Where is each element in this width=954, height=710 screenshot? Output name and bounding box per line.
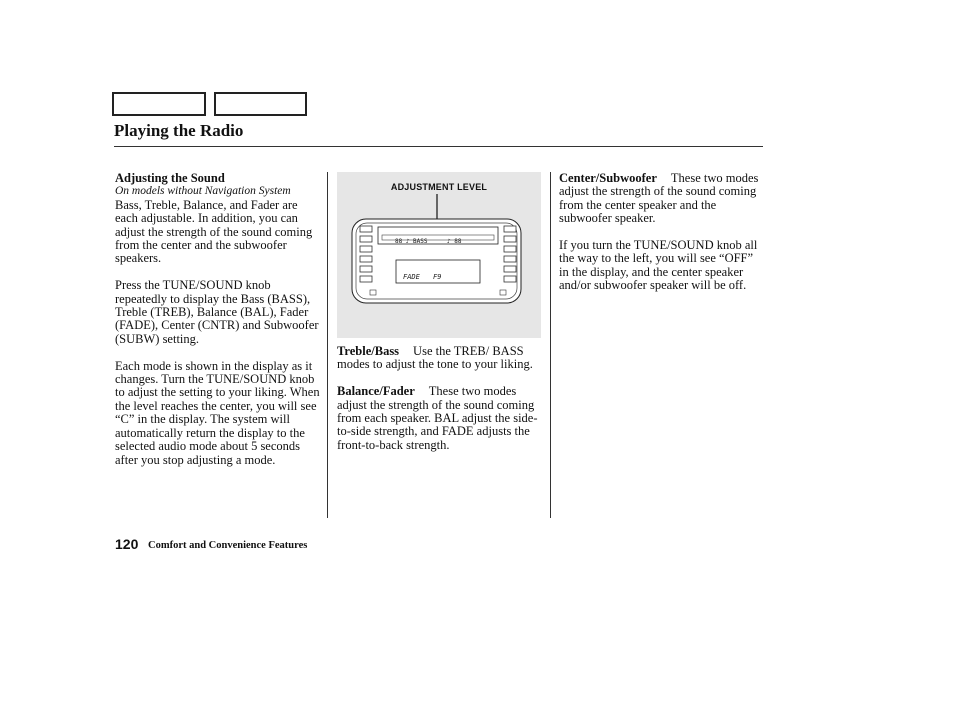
treble-bass-text: Use the TREB/ BASS modes to adjust the tone to your liking. — [337, 344, 533, 372]
column-3 — [559, 172, 764, 306]
section-name: Comfort and Convenience Features — [148, 540, 308, 551]
radio-unit-illustration — [337, 172, 541, 338]
column-2 — [337, 345, 542, 466]
center-subwoofer-text: These two modes adjust the strength of the sound coming from the center speaker and the subwoofer speaker. — [559, 171, 759, 226]
paragraph-mode-display: Each mode is shown in the display as it changes. Turn the TUNE/SOUND knob to adjust the setting to your liking. When the level reaches the center, you will see “C” in the display. The system will automatically return the display to the selected audio mode about 5 seconds after you stop adjusting a mode. — [115, 358, 320, 467]
svg-text:♪ 88: ♪ 88 — [447, 238, 462, 245]
column-divider-2 — [550, 172, 551, 518]
balance-fader-paragraph — [337, 385, 542, 452]
section-subheading: On models without Navigation System — [115, 185, 291, 198]
paragraph-adjustable: Bass, Treble, Balance, and Fader are each adjustable. In addition, you can adjust the strength of the sound coming from the center and the subwoofer speakers. — [115, 197, 313, 266]
balance-fader-text: These two modes adjust the strength of the sound coming from each speaker. BAL adjust the side-to-side strength, and FADE adjusts the front-to-back strength. — [337, 384, 538, 452]
display-text-left: FADE — [403, 273, 420, 281]
title-rule — [114, 146, 763, 147]
header-tab-right — [214, 92, 307, 116]
treble-bass-paragraph — [337, 345, 542, 372]
header-tab-left — [112, 92, 206, 116]
balance-fader-heading: Balance/Fader — [337, 384, 415, 399]
treble-bass-heading: Treble/Bass — [337, 344, 400, 358]
section-heading: Adjusting the Sound — [115, 171, 225, 185]
display-text-right: F9 — [433, 273, 442, 281]
svg-text:88 ♪ BASS: 88 ♪ BASS — [395, 238, 428, 245]
center-subwoofer-paragraph — [559, 172, 764, 226]
center-subwoofer-heading: Center/Subwoofer — [559, 171, 657, 185]
figure-label: ADJUSTMENT LEVEL — [390, 182, 488, 192]
radio-display-figure — [337, 172, 541, 338]
page-title: Playing the Radio — [114, 121, 244, 140]
off-paragraph: If you turn the TUNE/SOUND knob all the way to the left, you will see “OFF” in the display, and the center speaker and/or subwoofer speaker will be off. — [559, 238, 758, 293]
column-1 — [115, 172, 323, 480]
paragraph-press-knob: Press the TUNE/SOUND knob repeatedly to display the Bass (BASS), Treble (TREB), Balance (BAL), Fader (FADE), Center (CNTR) and Subwoofer (SUBW) setting. — [115, 278, 319, 346]
column-divider-1 — [327, 172, 328, 518]
page-number: 120 — [115, 536, 139, 552]
